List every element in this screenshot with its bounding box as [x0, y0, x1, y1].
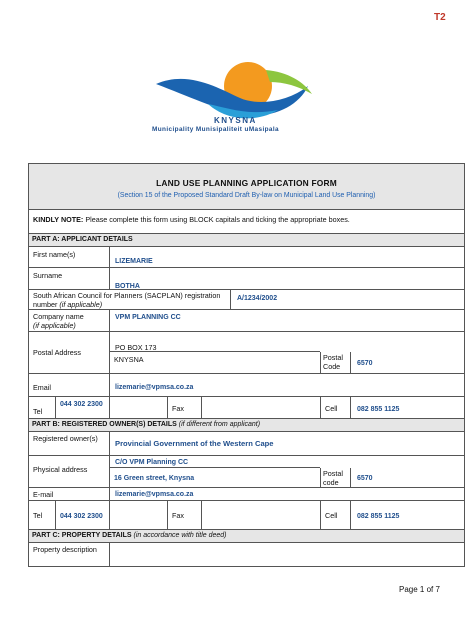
owner-fax-label: Fax — [167, 501, 201, 529]
company-note: (if applicable) — [33, 321, 76, 330]
email-row — [29, 374, 464, 397]
physical-line-2: 16 Green street, Knysna — [114, 475, 195, 482]
physical-line-2-field[interactable] — [109, 468, 320, 487]
tel-field[interactable] — [55, 397, 109, 418]
first-names-value: LIZEMARIE — [115, 258, 153, 265]
logo-name: KNYSNA — [214, 116, 257, 125]
email-field[interactable] — [109, 374, 464, 396]
physical-address-row — [29, 456, 464, 488]
tel-label: Tel — [33, 407, 43, 416]
sacplan-row — [29, 290, 464, 310]
owner-email-value: lizemarie@vpmsa.co.za — [115, 491, 194, 498]
company-value: VPM PLANNING CC — [115, 314, 181, 321]
owner-email-row — [29, 488, 464, 501]
part-c-heading — [29, 530, 464, 543]
form-title: LAND USE PLANNING APPLICATION FORM — [156, 178, 337, 188]
postal-code-value: 6570 — [357, 360, 373, 367]
sacplan-field[interactable] — [230, 290, 464, 309]
owner-postal-code-label: Postal code — [320, 468, 350, 487]
logo-subtitle: Municipality Munisipaliteit uMasipala — [152, 126, 280, 133]
owner-field[interactable] — [109, 432, 464, 455]
sacplan-value: A/1234/2002 — [237, 295, 278, 302]
tel-value: 044 302 2300 — [60, 401, 103, 408]
owner-value: Provincial Government of the Western Cape — [115, 439, 274, 448]
postal-line-2-field[interactable] — [109, 352, 320, 373]
surname-field[interactable] — [109, 268, 464, 289]
kindly-note-label: KINDLY NOTE: — [33, 215, 84, 224]
owner-tel-field[interactable] — [55, 501, 109, 529]
postal-code-label: Postal Code — [320, 352, 350, 373]
part-b-heading — [29, 419, 464, 432]
first-names-row — [29, 247, 464, 268]
email-label: Email — [33, 383, 51, 392]
surname-label: Surname — [33, 271, 63, 280]
owner-tel-spacer — [109, 501, 167, 529]
property-field[interactable] — [109, 543, 464, 566]
physical-address-label: Physical address — [33, 465, 88, 474]
postal-line-1: PO BOX 173 — [115, 343, 157, 352]
tel-spacer — [109, 397, 167, 418]
physical-line-1: C/O VPM Planning CC — [115, 459, 189, 466]
owner-cell-value: 082 855 1125 — [357, 513, 400, 520]
kindly-note-text: Please complete this form using BLOCK capitals and ticking the appropriate boxes. — [85, 215, 350, 224]
form-subtitle: (Section 15 of the Proposed Standard Draft By-law on Municipal Land Use Planning) — [117, 192, 376, 199]
property-label: Property description — [33, 545, 97, 554]
owner-email-label: E-mail — [33, 490, 54, 499]
owner-cell-label: Cell — [320, 501, 350, 529]
part-c-heading-note: (in accordance with title deed) — [133, 532, 227, 539]
surname-row — [29, 268, 464, 290]
owner-label: Registered owner(s) — [33, 434, 98, 443]
postal-address-row — [29, 332, 464, 374]
surname-value: BOTHA — [115, 283, 140, 289]
postal-line-2: KNYSNA — [114, 355, 144, 364]
part-a-heading: PART A: APPLICANT DETAILS — [29, 234, 464, 247]
contact-row — [29, 397, 464, 419]
cell-label: Cell — [320, 397, 350, 418]
fax-label: Fax — [167, 397, 201, 418]
postal-code-field[interactable] — [350, 352, 464, 373]
kindly-note — [29, 210, 464, 234]
owner-contact-row — [29, 501, 464, 530]
cell-value: 082 855 1125 — [357, 406, 400, 413]
owner-postal-code-value: 6570 — [357, 475, 373, 482]
owner-tel-value: 044 302 2300 — [60, 513, 103, 520]
part-c-heading-bold: PART C: PROPERTY DETAILS — [32, 532, 132, 539]
page-number: Page 1 of 7 — [399, 585, 440, 594]
application-form — [28, 163, 465, 567]
sacplan-note: (if applicable) — [59, 300, 103, 309]
sacplan-label — [29, 290, 230, 309]
owner-postal-code-field[interactable] — [350, 468, 464, 487]
company-row — [29, 310, 464, 332]
owner-tel-label: Tel — [33, 511, 43, 520]
company-label-text: Company name — [33, 312, 84, 321]
company-label — [29, 310, 109, 331]
owner-fax-field[interactable] — [201, 501, 320, 529]
cell-field[interactable] — [350, 397, 464, 418]
owner-row — [29, 432, 464, 456]
property-row — [29, 543, 464, 566]
company-field[interactable] — [109, 310, 464, 331]
email-value: lizemarie@vpmsa.co.za — [115, 384, 194, 391]
part-b-heading-bold: PART B: REGISTERED OWNER(S) DETAILS — [32, 421, 177, 428]
sacplan-label-text: South African Council for Planners (SACPLAN) registration number — [33, 291, 221, 309]
page-tag: T2 — [434, 12, 446, 23]
part-b-heading-note: (if different from applicant) — [178, 421, 261, 428]
owner-email-field[interactable] — [109, 488, 464, 500]
owner-cell-field[interactable] — [350, 501, 464, 529]
postal-address-label: Postal Address — [33, 348, 81, 357]
first-names-label: First name(s) — [33, 250, 76, 259]
form-header — [29, 164, 464, 210]
first-names-field[interactable] — [109, 247, 464, 267]
fax-field[interactable] — [201, 397, 320, 418]
